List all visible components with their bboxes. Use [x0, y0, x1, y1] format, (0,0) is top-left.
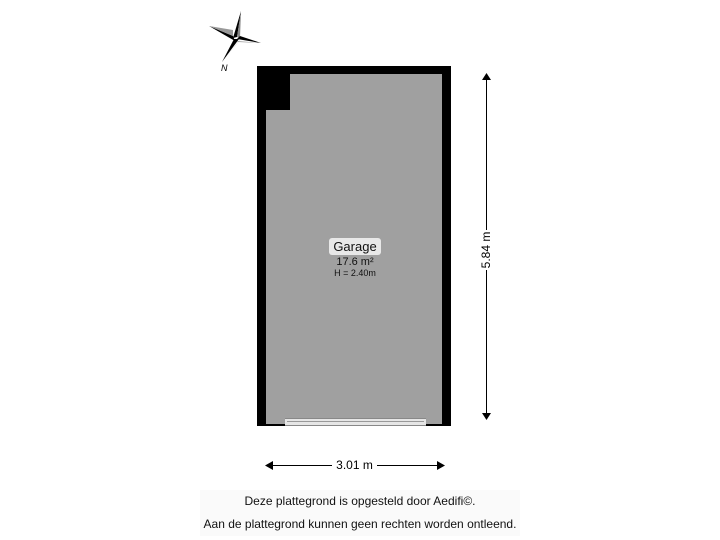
arrow-down-icon: [482, 412, 491, 420]
arrow-right-icon: [437, 461, 445, 470]
compass-icon: [208, 8, 268, 73]
room-height: H = 2.40m: [334, 268, 376, 278]
footer-disclaimer: [200, 490, 520, 536]
room-name: Garage: [329, 238, 381, 255]
room-area: 17.6 m²: [336, 256, 374, 268]
height-dimension: [478, 230, 494, 270]
arrow-up-icon: [482, 73, 491, 81]
column-block: [266, 74, 290, 110]
width-dimension-label: 3.01 m: [332, 458, 377, 472]
arrow-left-icon: [265, 461, 273, 470]
footer-line-2: Aan de plattegrond kunnen geen rechten worden ontleend.: [203, 517, 517, 531]
garage-door: [285, 418, 426, 426]
height-dimension-label: 5.84 m: [479, 231, 493, 269]
garage-door-line: [287, 421, 424, 422]
footer-line-1: Deze plattegrond is opgesteld door Aedifi©.: [244, 494, 476, 508]
compass-north-label: N: [221, 63, 228, 73]
